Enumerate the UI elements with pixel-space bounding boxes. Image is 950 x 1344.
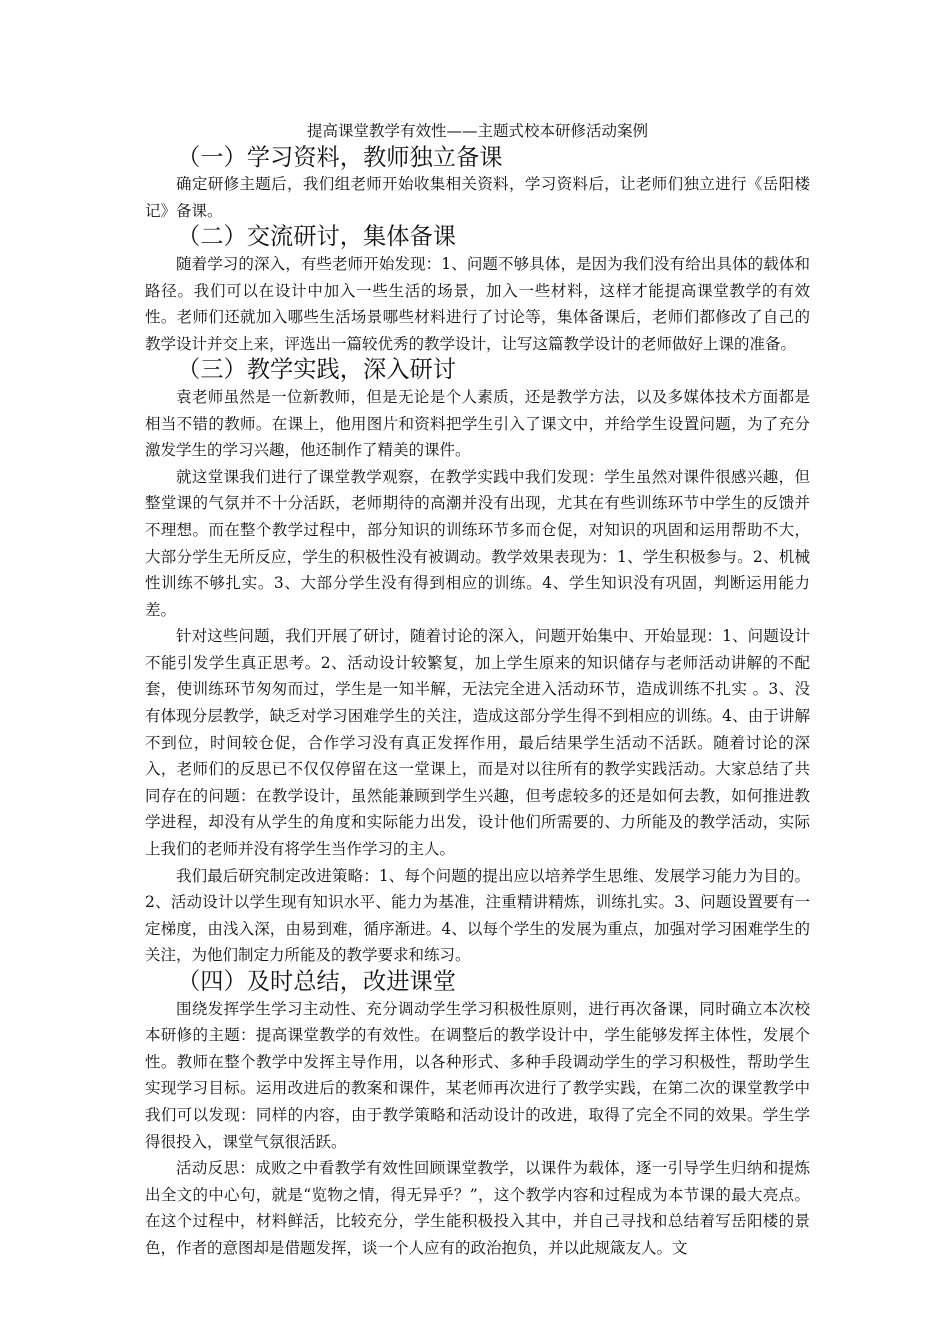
section-3-paragraph-2: 就这堂课我们进行了课堂教学观察，在教学实践中我们发现：学生虽然对课件很感兴趣，但整堂课的气氛并不十分活跃，老师期待的高潮并没有出现，尤其在有些训练环节中学生的反馈并不理想。而在整个教学过程中，部分知识的训练环节多而仓促，对知识的巩固和运用帮助不大，大部分学生无所反应，学生的积极性没有被调动。教学效果表现为：1、学生积极参与。2、机械性训练不够扎实。3、大部分学生没有得到相应的训练。4、学生知识没有巩固，判断运用能力差。 [145, 467, 810, 619]
section-heading-2: （二）交流研讨，集体备课 [177, 223, 457, 251]
section-4-paragraph-2: 活动反思：成败之中看教学有效性回顾课堂教学，以课件为载体，逐一引导学生归纳和提炼出全文的中心句，就是“览物之情，得无异乎？”，这个教学内容和过程成为本节课的最大亮点。在这个过程中，材料鲜活，比较充分，学生能积极投入其中，并自己寻找和总结着写岳阳楼的景色，作者的意图却是借题发挥，谈一个人应有的政治抱负，并以此规箴友人。文 [145, 1159, 810, 1257]
section-4-paragraph-1: 围绕发挥学生学习主动性、充分调动学生学习积极性原则，进行再次备课，同时确立本次校本研修的主题：提高课堂教学的有效性。在调整后的教学设计中，学生能够发挥主体性，发展个性。教师在整个教学中发挥主导作用，以各种形式、多种手段调动学生的学习积极性，帮助学生实现学习目标。运用改进后的教案和课件，某老师再次进行了教学实践，在第二次的课堂教学中我们可以发现：同样的内容，由于教学策略和活动设计的改进，取得了完全不同的效果。学生学得很投入，课堂气氛很活跃。 [145, 999, 810, 1151]
section-3-paragraph-4: 我们最后研究制定改进策略：1、每个问题的提出应以培养学生思维、发展学习能力为目的。2、活动设计以学生现有知识水平、能力为基准，注重精讲精炼，训练扎实。3、问题设置要有一定梯度，由浅入深，由易到难，循序渐进。4、以每个学生的发展为重点，加强对学习困难学生的关注，为他们制定力所能及的教学要求和练习。 [145, 866, 810, 965]
section-2-paragraph-1: 随着学习的深入，有些老师开始发现：1、问题不够具体，是因为我们没有给出具体的载体和路径。我们可以在设计中加入一些生活的场景，加入一些材料，这样才能提高课堂教学的有效性。老师们还就加入哪些生活场景哪些材料进行了讨论等，集体备课后，老师们都修改了自己的教学设计并交上来，评选出一篇较优秀的教学设计，让写这篇教学设计的老师做好上课的准备。 [145, 254, 810, 353]
document-title: 提高课堂教学有效性——主题式校本研修活动案例 [306, 122, 648, 140]
section-3-paragraph-3: 针对这些问题，我们开展了研讨，随着讨论的深入，问题开始集中、开始显现：1、问题设计不能引发学生真正思考。2、活动设计较繁复，加上学生原来的知识储存与老师活动讲解的不配套，使训练环节匆匆而过，学生是一知半解，无法完全进入活动环节，造成训练不扎实 。3、没有体现分层教学，缺乏对学习困难学生的关注，造成这部分学生得不到相应的训练。4、由于讲解不到位，时间较仓促，合作学习没有真正发挥作用，最后结果学生活动不活跃。随着讨论的深入，老师们的反思已不仅仅停留在这一堂课上，而是对以往所有的教学实践活动。大家总结了共同存在的问题：在教学设计，虽然能兼顾到学生兴趣，但考虑较多的还是如何去教，如何推进教学进程，却没有从学生的角度和实际能力出发，设计他们所需要的、力所能及的教学活动，实际上我们的老师并没有将学生当作学习的主人。 [145, 627, 810, 859]
section-3-paragraph-1: 袁老师虽然是一位新教师，但是无论是个人素质，还是教学方法，以及多媒体技术方面都是相当不错的教师。在课上，他用图片和资料把学生引入了课文中，并给学生设置问题，为了充分激发学生的学习兴趣，他还制作了精美的课件。 [145, 387, 810, 460]
section-heading-4: （四）及时总结，改进课堂 [177, 968, 457, 995]
section-1-paragraph-1: 确定研修主题后，我们组老师开始收集相关资料，学习资料后，让老师们独立进行《岳阳楼记》备课。 [145, 175, 810, 220]
section-heading-1: （一）学习资料，教师独立备课 [177, 143, 503, 171]
section-heading-3: （三）教学实践，深入研讨 [177, 356, 457, 384]
document-page [145, 118, 810, 1262]
